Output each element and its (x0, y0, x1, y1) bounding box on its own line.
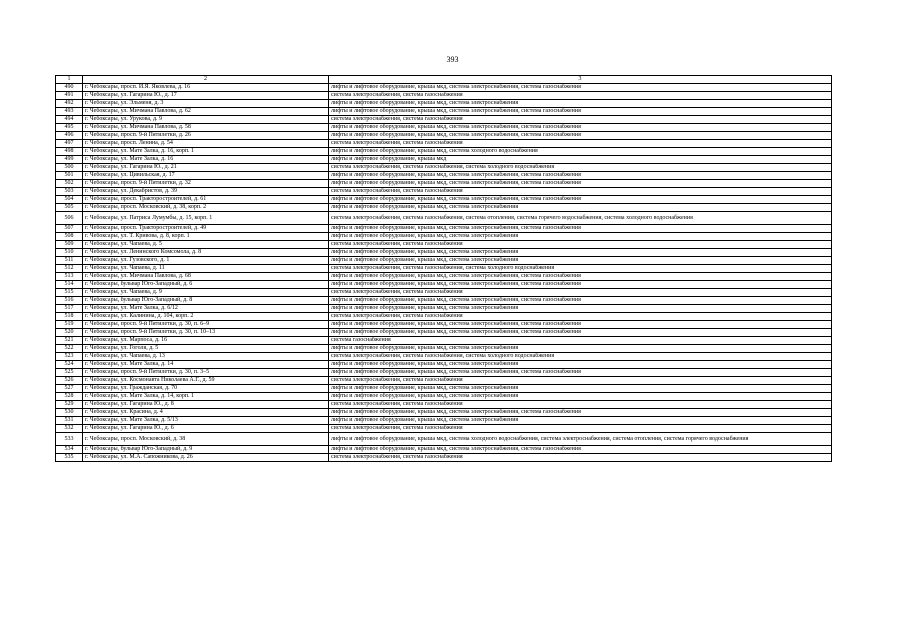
row-number-cell: 528 (56, 393, 83, 401)
row-number-cell: 491 (56, 92, 83, 100)
row-number-cell: 514 (56, 281, 83, 289)
address-cell: г. Чебоксары, просп. Московский, д. 38 (83, 433, 329, 446)
row-number-cell: 495 (56, 124, 83, 132)
address-cell: г. Чебоксары, бульвар Юго-Западный, д. 9 (83, 446, 329, 454)
works-cell: лифты и лифтовое оборудование, крыша мкд, система электроснабжения, система газоснабжения (329, 297, 832, 305)
address-cell: г. Чебоксары, ул. Чапаева, д. 9 (83, 289, 329, 297)
table-row (56, 329, 832, 337)
works-cell: лифты и лифтовое оборудование, крыша мкд, система электроснабжения, система газоснабжения (329, 172, 832, 180)
row-number-cell: 498 (56, 148, 83, 156)
table-row (56, 393, 832, 401)
works-cell: лифты и лифтовое оборудование, крыша мкд, система электроснабжения, система газоснабжения (329, 225, 832, 233)
row-number-cell: 494 (56, 116, 83, 124)
table-row (56, 188, 832, 196)
row-number-cell: 496 (56, 132, 83, 140)
row-number-cell: 490 (56, 84, 83, 92)
works-cell: система электроснабжения, система газоснабжения (329, 241, 832, 249)
row-number-cell: 501 (56, 172, 83, 180)
address-cell: г. Чебоксары, просп. Ленина, д. 54 (83, 140, 329, 148)
table-row (56, 116, 832, 124)
address-cell: г. Чебоксары, ул. Чапаева, д. 5 (83, 241, 329, 249)
table-row (56, 321, 832, 329)
row-number-cell: 512 (56, 265, 83, 273)
works-cell: лифты и лифтовое оборудование, крыша мкд, система электроснабжения, система газоснабжения (329, 281, 832, 289)
works-cell: система электроснабжения, система газоснабжения, система холодного водоснабжения (329, 265, 832, 273)
works-cell: лифты и лифтовое оборудование, крыша мкд, система электроснабжения (329, 417, 832, 425)
row-number-cell: 502 (56, 180, 83, 188)
works-cell: система электроснабжения, система газоснабжения, система отопления, система горячего водоснабжения, система холодного водоснабжения (329, 212, 832, 225)
works-cell: лифты и лифтовое оборудование, крыша мкд, система электроснабжения (329, 233, 832, 241)
row-number-cell: 500 (56, 164, 83, 172)
row-number-cell: 527 (56, 385, 83, 393)
table-row (56, 345, 832, 353)
works-cell: лифты и лифтовое оборудование, крыша мкд, система электроснабжения (329, 257, 832, 265)
row-number-cell: 510 (56, 249, 83, 257)
address-cell: г. Чебоксары, ул. Мате Залка, д. 16, корп. 1 (83, 148, 329, 156)
table-row (56, 425, 832, 433)
address-cell: г. Чебоксары, бульвар Юго-Западный, д. 6 (83, 281, 329, 289)
row-number-cell: 535 (56, 454, 83, 462)
works-cell: лифты и лифтовое оборудование, крыша мкд, система электроснабжения, система газоснабжения (329, 124, 832, 132)
row-number-cell: 515 (56, 289, 83, 297)
row-number-cell: 513 (56, 273, 83, 281)
table-row (56, 180, 832, 188)
row-number-cell: 497 (56, 140, 83, 148)
works-cell: лифты и лифтовое оборудование, крыша мкд, система электроснабжения, система газоснабжения (329, 84, 832, 92)
table-row (56, 156, 832, 164)
works-cell: лифты и лифтовое оборудование, крыша мкд, система электроснабжения (329, 393, 832, 401)
row-number-cell: 532 (56, 425, 83, 433)
address-cell: г. Чебоксары, бульвар Юго-Западный, д. 8 (83, 297, 329, 305)
works-cell: лифты и лифтовое оборудование, крыша мкд, система электроснабжения, система газоснабжения (329, 446, 832, 454)
works-cell: лифты и лифтовое оборудование, крыша мкд, система электроснабжения (329, 305, 832, 313)
address-cell: г. Чебоксары, ул. Гагарина Ю., д. 6 (83, 425, 329, 433)
address-cell: г. Чебоксары, ул. Т. Кривова, д. 8, корп. 1 (83, 233, 329, 241)
row-number-cell: 516 (56, 297, 83, 305)
works-cell: лифты и лифтовое оборудование, крыша мкд, система электроснабжения (329, 249, 832, 257)
address-cell: г. Чебоксары, просп. 9-й Пятилетки, д. 32 (83, 180, 329, 188)
row-number-cell: 518 (56, 313, 83, 321)
works-cell: лифты и лифтовое оборудование, крыша мкд (329, 156, 832, 164)
row-number-cell: 522 (56, 345, 83, 353)
row-number-cell: 493 (56, 108, 83, 116)
works-cell: система электроснабжения, система газоснабжения (329, 401, 832, 409)
table-row (56, 140, 832, 148)
address-cell: г. Чебоксары, ул. Гагарина Ю., д. 21 (83, 164, 329, 172)
table-row (56, 196, 832, 204)
works-cell: система электроснабжения, система газоснабжения (329, 377, 832, 385)
works-cell: лифты и лифтовое оборудование, крыша мкд, система электроснабжения (329, 100, 832, 108)
table-row (56, 92, 832, 100)
address-cell: г. Чебоксары, ул. Гагарина Ю., д. 17 (83, 92, 329, 100)
row-number-cell: 517 (56, 305, 83, 313)
address-cell: г. Чебоксары, ул. Мичмана Павлова, д. 68 (83, 273, 329, 281)
row-number-cell: 521 (56, 337, 83, 345)
address-cell: г. Чебоксары, ул. Марпоса, д. 16 (83, 337, 329, 345)
table-row (56, 337, 832, 345)
works-cell: система электроснабжения, система газоснабжения (329, 289, 832, 297)
address-cell: г. Чебоксары, ул. Декабристов, д. 39 (83, 188, 329, 196)
works-cell: лифты и лифтовое оборудование, крыша мкд, система электроснабжения, система газоснабжения (329, 329, 832, 337)
table-row (56, 124, 832, 132)
page-number: 393 (446, 55, 459, 64)
address-cell: г. Чебоксары, ул. Эльменя, д. 3 (83, 100, 329, 108)
table-row (56, 225, 832, 233)
works-cell: лифты и лифтовое оборудование, крыша мкд, система холодного водоснабжения, система электроснабжения, система отопления, система горячего водоснабжения (329, 433, 832, 446)
works-cell: лифты и лифтовое оборудование, крыша мкд, система электроснабжения, система газоснабжения (329, 321, 832, 329)
address-cell: г. Чебоксары, ул. Мате Залка, д. 5/13 (83, 417, 329, 425)
row-number-cell: 530 (56, 409, 83, 417)
table-row (56, 369, 832, 377)
address-cell: г. Чебоксары, просп. 9-й Пятилетки, д. 26 (83, 132, 329, 140)
works-cell: лифты и лифтовое оборудование, крыша мкд, система электроснабжения, система газоснабжения (329, 196, 832, 204)
address-cell: г. Чебоксары, ул. Чапаева, д. 13 (83, 353, 329, 361)
document-table (55, 75, 832, 462)
column-header-number: 1 (56, 76, 83, 84)
table-row (56, 233, 832, 241)
works-cell: система электроснабжения, система газоснабжения (329, 188, 832, 196)
table-row (56, 361, 832, 369)
table-row (56, 148, 832, 156)
address-cell: г. Чебоксары, ул. Мате Залка, д. 6/12 (83, 305, 329, 313)
row-number-cell: 525 (56, 369, 83, 377)
works-cell: лифты и лифтовое оборудование, крыша мкд, система электроснабжения (329, 345, 832, 353)
address-cell: г. Чебоксары, ул. Мичмана Павлова, д. 58 (83, 124, 329, 132)
works-cell: лифты и лифтовое оборудование, крыша мкд, система электроснабжения, система газоснабжения (329, 108, 832, 116)
table-row (56, 241, 832, 249)
row-number-cell: 492 (56, 100, 83, 108)
table-row (56, 100, 832, 108)
address-cell: г. Чебоксары, ул. Гражданская, д. 70 (83, 385, 329, 393)
table-row (56, 313, 832, 321)
table-row (56, 108, 832, 116)
table-row (56, 385, 832, 393)
works-cell: лифты и лифтовое оборудование, крыша мкд, система электроснабжения (329, 385, 832, 393)
works-cell: лифты и лифтовое оборудование, крыша мкд, система электроснабжения, система газоснабжения (329, 132, 832, 140)
table-row (56, 212, 832, 225)
address-cell: г. Чебоксары, ул. Гузовского, д. 1 (83, 257, 329, 265)
address-cell: г. Чебоксары, просп. И.Я. Яковлева, д. 16 (83, 84, 329, 92)
table-row (56, 409, 832, 417)
row-number-cell: 523 (56, 353, 83, 361)
table-row (56, 289, 832, 297)
works-cell: лифты и лифтовое оборудование, крыша мкд, система электроснабжения, система газоснабжения (329, 409, 832, 417)
works-cell: лифты и лифтовое оборудование, крыша мкд, система электроснабжения, система газоснабжения (329, 273, 832, 281)
table-body (56, 84, 832, 462)
row-number-cell: 533 (56, 433, 83, 446)
row-number-cell: 504 (56, 196, 83, 204)
works-cell: система газоснабжения (329, 337, 832, 345)
works-cell: лифты и лифтовое оборудование, крыша мкд, система холодного водоснабжения (329, 148, 832, 156)
address-cell: г. Чебоксары, ул. Патриса Лумумбы, д. 15, корп. 1 (83, 212, 329, 225)
table-row (56, 454, 832, 462)
address-cell: г. Чебоксары, ул. М.А. Сапожникова, д. 26 (83, 454, 329, 462)
works-cell: система электроснабжения, система газоснабжения, система холодного водоснабжения (329, 164, 832, 172)
table-row (56, 273, 832, 281)
column-header-works: 3 (329, 76, 832, 84)
works-cell: система электроснабжения, система газоснабжения (329, 116, 832, 124)
row-number-cell: 524 (56, 361, 83, 369)
row-number-cell: 507 (56, 225, 83, 233)
row-number-cell: 503 (56, 188, 83, 196)
works-cell: лифты и лифтовое оборудование, крыша мкд, система электроснабжения, система газоснабжения (329, 180, 832, 188)
address-cell: г. Чебоксары, ул. Гоголя, д. 5 (83, 345, 329, 353)
table-row (56, 164, 832, 172)
row-number-cell: 505 (56, 204, 83, 212)
table-row (56, 172, 832, 180)
address-cell: г. Чебоксары, ул. Цивильская, д. 17 (83, 172, 329, 180)
row-number-cell: 531 (56, 417, 83, 425)
address-cell: г. Чебоксары, ул. Урукова, д. 9 (83, 116, 329, 124)
address-cell: г. Чебоксары, ул. Мичмана Павлова, д. 62 (83, 108, 329, 116)
table-row (56, 281, 832, 289)
table-row (56, 84, 832, 92)
address-cell: г. Чебоксары, просп. 9-й Пятилетки, д. 30, п. 3–5 (83, 369, 329, 377)
address-cell: г. Чебоксары, просп. 9-й Пятилетки, д. 30, п. 10–13 (83, 329, 329, 337)
address-cell: г. Чебоксары, ул. Гагарина Ю., д. 8 (83, 401, 329, 409)
works-cell: система электроснабжения, система газоснабжения, система холодного водоснабжения (329, 353, 832, 361)
row-number-cell: 529 (56, 401, 83, 409)
address-cell: г. Чебоксары, ул. Космонавта Николаева А.Г., д. 59 (83, 377, 329, 385)
works-cell: лифты и лифтовое оборудование, крыша мкд, система электроснабжения, система газоснабжения (329, 369, 832, 377)
table-row (56, 204, 832, 212)
address-cell: г. Чебоксары, просп. Тракторостроителей, д. 61 (83, 196, 329, 204)
row-number-cell: 508 (56, 233, 83, 241)
works-cell: система электроснабжения, система газоснабжения (329, 454, 832, 462)
works-cell: система электроснабжения, система газоснабжения (329, 140, 832, 148)
address-cell: г. Чебоксары, ул. Мате Залка, д. 14, корп. 1 (83, 393, 329, 401)
row-number-cell: 509 (56, 241, 83, 249)
table-row (56, 132, 832, 140)
table-row (56, 446, 832, 454)
works-cell: система электроснабжения, система газоснабжения (329, 425, 832, 433)
address-cell: г. Чебоксары, просп. 9-й Пятилетки, д. 30, п. 6–9 (83, 321, 329, 329)
row-number-cell: 526 (56, 377, 83, 385)
table-row (56, 433, 832, 446)
works-cell: система электроснабжения, система газоснабжения (329, 92, 832, 100)
table-row (56, 249, 832, 257)
table-row (56, 377, 832, 385)
row-number-cell: 534 (56, 446, 83, 454)
table-row (56, 417, 832, 425)
address-cell: г. Чебоксары, ул. Ленинского Комсомола, д. 8 (83, 249, 329, 257)
table-row (56, 353, 832, 361)
works-cell: система электроснабжения, система газоснабжения (329, 313, 832, 321)
table-row (56, 305, 832, 313)
row-number-cell: 520 (56, 329, 83, 337)
address-cell: г. Чебоксары, ул. Калинина, д. 104, корп. 2 (83, 313, 329, 321)
table-row (56, 401, 832, 409)
works-cell: лифты и лифтовое оборудование, крыша мкд, система электроснабжения (329, 204, 832, 212)
address-cell: г. Чебоксары, просп. Тракторостроителей, д. 49 (83, 225, 329, 233)
row-number-cell: 506 (56, 212, 83, 225)
address-cell: г. Чебоксары, ул. Красина, д. 4 (83, 409, 329, 417)
row-number-cell: 519 (56, 321, 83, 329)
row-number-cell: 499 (56, 156, 83, 164)
address-cell: г. Чебоксары, ул. Чапаева, д. 11 (83, 265, 329, 273)
row-number-cell: 511 (56, 257, 83, 265)
table-header-row (56, 76, 832, 84)
table-row (56, 265, 832, 273)
works-cell: лифты и лифтовое оборудование, крыша мкд, система электроснабжения (329, 361, 832, 369)
table-row (56, 257, 832, 265)
address-cell: г. Чебоксары, ул. Мате Залка, д. 14 (83, 361, 329, 369)
table-row (56, 297, 832, 305)
column-header-address: 2 (83, 76, 329, 84)
address-cell: г. Чебоксары, ул. Мате Залка, д. 16 (83, 156, 329, 164)
address-cell: г. Чебоксары, просп. Московский, д. 38, корп. 2 (83, 204, 329, 212)
